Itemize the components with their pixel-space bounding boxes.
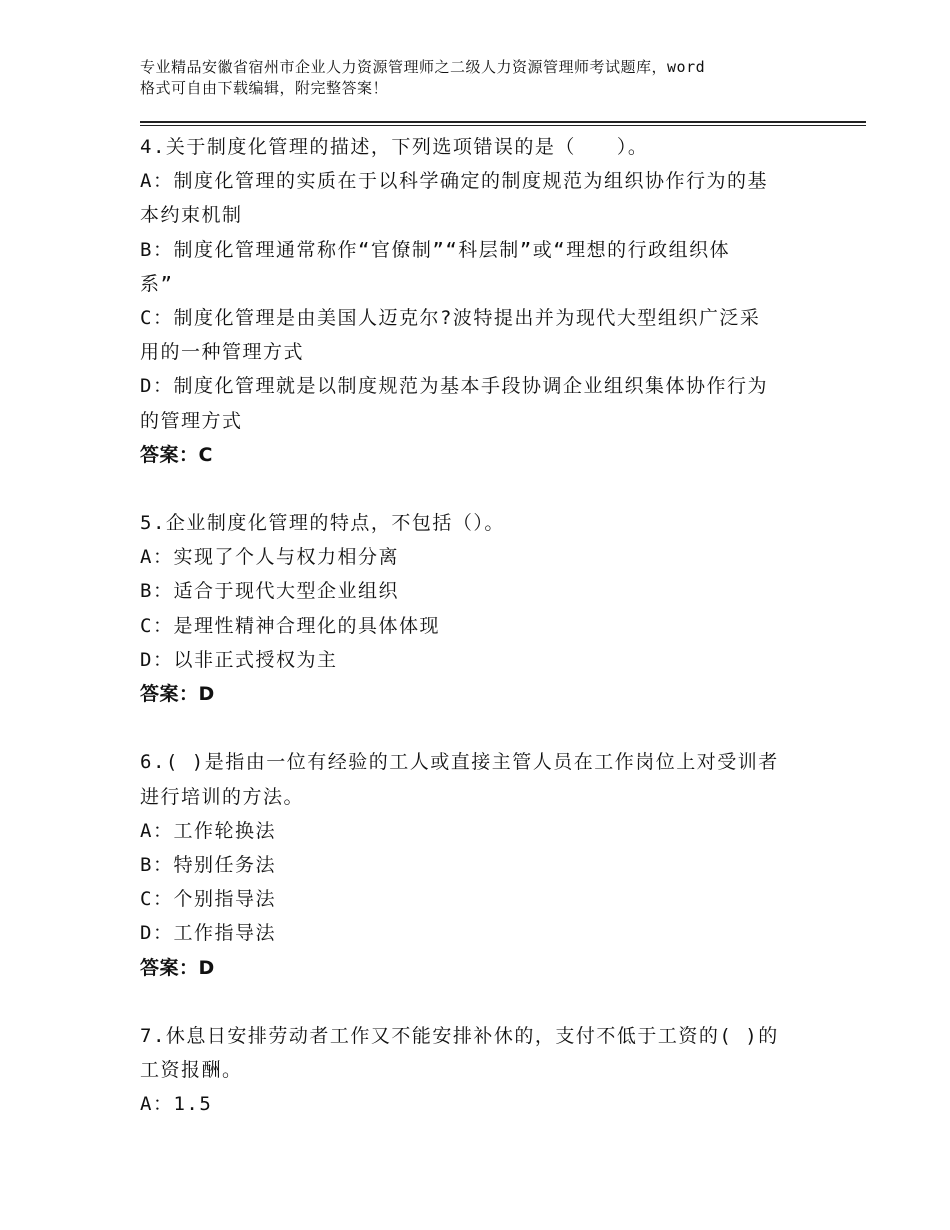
option-b: B：制度化管理通常称作“官僚制”“科层制”或“理想的行政组织体	[140, 238, 731, 261]
option-c: C：是理性精神合理化的具体体现	[140, 614, 440, 637]
option-a: A：实现了个人与权力相分离	[140, 546, 399, 569]
question-stem: 4.关于制度化管理的描述，下列选项错误的是（ ）。	[140, 136, 649, 158]
option-b: B：特别任务法	[140, 853, 276, 876]
option-a: A：工作轮换法	[140, 819, 276, 842]
question-spacer	[140, 711, 820, 745]
option-d: D：以非正式授权为主	[140, 648, 338, 671]
answer: 答案：D	[140, 956, 215, 979]
option-a: A：1.5	[140, 1093, 213, 1116]
option-c: C：制度化管理是由美国人迈克尔?波特提出并为现代大型组织广泛采	[140, 306, 761, 329]
question-stem-continued: 工资报酬。	[140, 1059, 243, 1082]
option-d: D：工作指导法	[140, 922, 276, 945]
question-7	[140, 1019, 820, 1122]
question-stem: 5.企业制度化管理的特点，不包括（）。	[140, 512, 505, 535]
option-a: A：制度化管理的实质在于以科学确定的制度规范为组织协作行为的基	[140, 170, 768, 193]
option-b-continued: 系”	[140, 272, 174, 295]
header-line-1: 专业精品安徽省宿州市企业人力资源管理师之二级人力资源管理师考试题库，word	[140, 58, 706, 76]
option-c: C：个别指导法	[140, 888, 276, 911]
header-rule-secondary	[140, 125, 866, 126]
question-4	[140, 130, 820, 472]
answer: 答案：C	[140, 443, 213, 466]
header-line-2: 格式可自由下载编辑，附完整答案！	[140, 79, 389, 97]
answer: 答案：D	[140, 683, 215, 705]
option-b: B：适合于现代大型企业组织	[140, 580, 399, 603]
question-stem: 6.( )是指由一位有经验的工人或直接主管人员在工作岗位上对受训者	[140, 751, 779, 774]
question-spacer	[140, 985, 820, 1019]
question-stem: 7.休息日安排劳动者工作又不能安排补休的，支付不低于工资的( )的	[140, 1024, 779, 1047]
question-stem-continued: 进行培训的方法。	[140, 785, 305, 808]
question-6	[140, 745, 820, 984]
question-5	[140, 506, 820, 711]
question-list	[140, 130, 820, 1121]
option-d: D：制度化管理就是以制度规范为基本手段协调企业组织集体协作行为	[140, 375, 768, 398]
document-header	[140, 57, 830, 99]
header-rule	[140, 121, 866, 123]
option-c-continued: 用的一种管理方式	[140, 341, 305, 364]
option-a-continued: 本约束机制	[140, 204, 243, 227]
question-spacer	[140, 472, 820, 506]
option-d-continued: 的管理方式	[140, 409, 243, 432]
